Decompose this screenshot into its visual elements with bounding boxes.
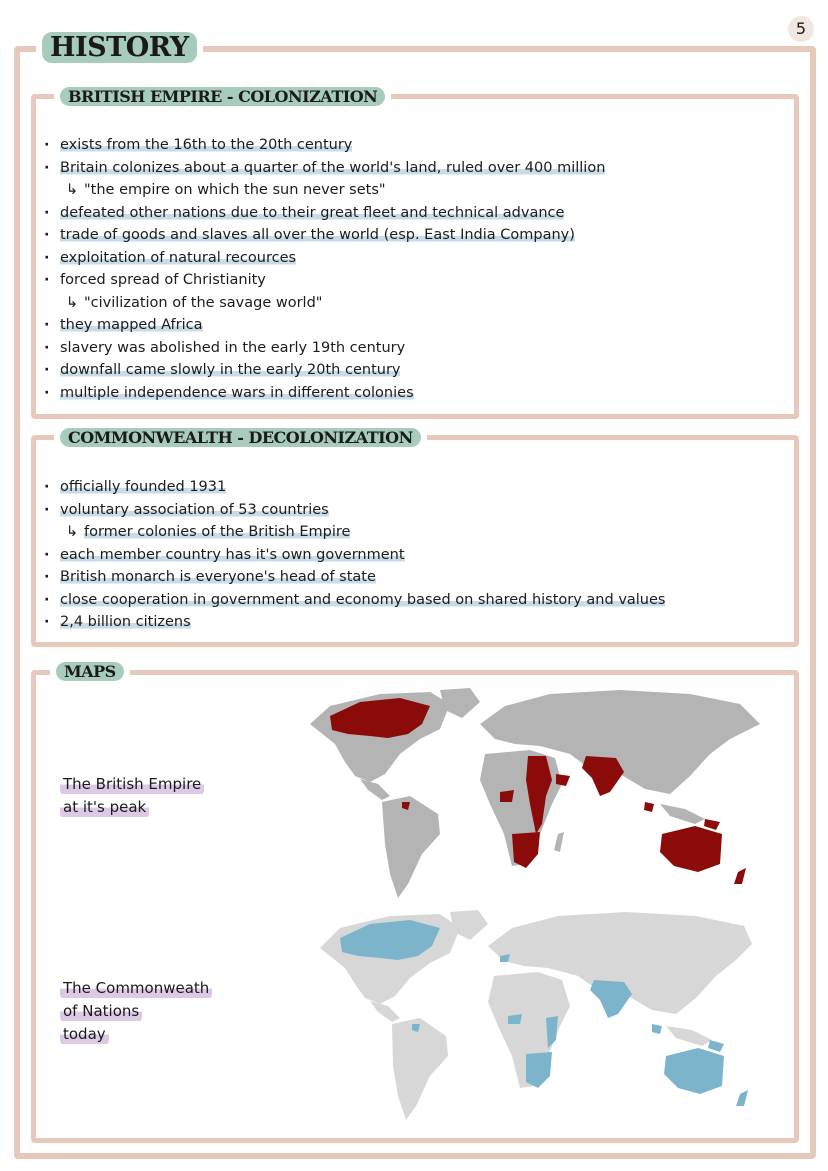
page-number: 5 xyxy=(788,16,814,42)
list-item: · British monarch is everyone's head of state xyxy=(44,566,665,589)
list-item: ↳ former colonies of the British Empire xyxy=(44,521,665,544)
list-item: · 2,4 billion citizens xyxy=(44,611,665,634)
section-title-commonwealth: COMMONWEALTH - DECOLONIZATION xyxy=(54,427,427,449)
map-label-british-empire: The British Empire at it's peak xyxy=(60,773,204,819)
commonwealth-map xyxy=(300,908,760,1123)
section-title-british-empire: BRITISH EMPIRE - COLONIZATION xyxy=(54,86,391,108)
commonwealth-notes xyxy=(44,476,665,634)
list-item: · trade of goods and slaves all over the world (esp. East India Company) xyxy=(44,224,605,247)
list-item: · exploitation of natural recources xyxy=(44,247,605,270)
list-item: · close cooperation in government and economy based on shared history and values xyxy=(44,589,665,612)
page-title-text: HISTORY xyxy=(42,32,197,63)
list-item: ↳ "civilization of the savage world" xyxy=(44,292,605,315)
list-item: · officially founded 1931 xyxy=(44,476,665,499)
british-empire-map xyxy=(290,684,790,904)
list-item: · slavery was abolished in the early 19th century xyxy=(44,337,605,360)
list-item: · exists from the 16th to the 20th century xyxy=(44,134,605,157)
list-item: ↳ "the empire on which the sun never sets" xyxy=(44,179,605,202)
list-item: · Britain colonizes about a quarter of the world's land, ruled over 400 million xyxy=(44,157,605,180)
section-title-maps: MAPS xyxy=(50,661,130,683)
list-item: · they mapped Africa xyxy=(44,314,605,337)
map-label-commonwealth: The Commonweath of Nations today xyxy=(60,977,212,1046)
list-item: · defeated other nations due to their great fleet and technical advance xyxy=(44,202,605,225)
list-item: · forced spread of Christianity xyxy=(44,269,605,292)
british-empire-notes xyxy=(44,134,605,404)
list-item: · each member country has it's own government xyxy=(44,544,665,567)
list-item: · multiple independence wars in different colonies xyxy=(44,382,605,405)
list-item: · voluntary association of 53 countries xyxy=(44,499,665,522)
list-item: · downfall came slowly in the early 20th century xyxy=(44,359,605,382)
page-title xyxy=(36,30,203,66)
